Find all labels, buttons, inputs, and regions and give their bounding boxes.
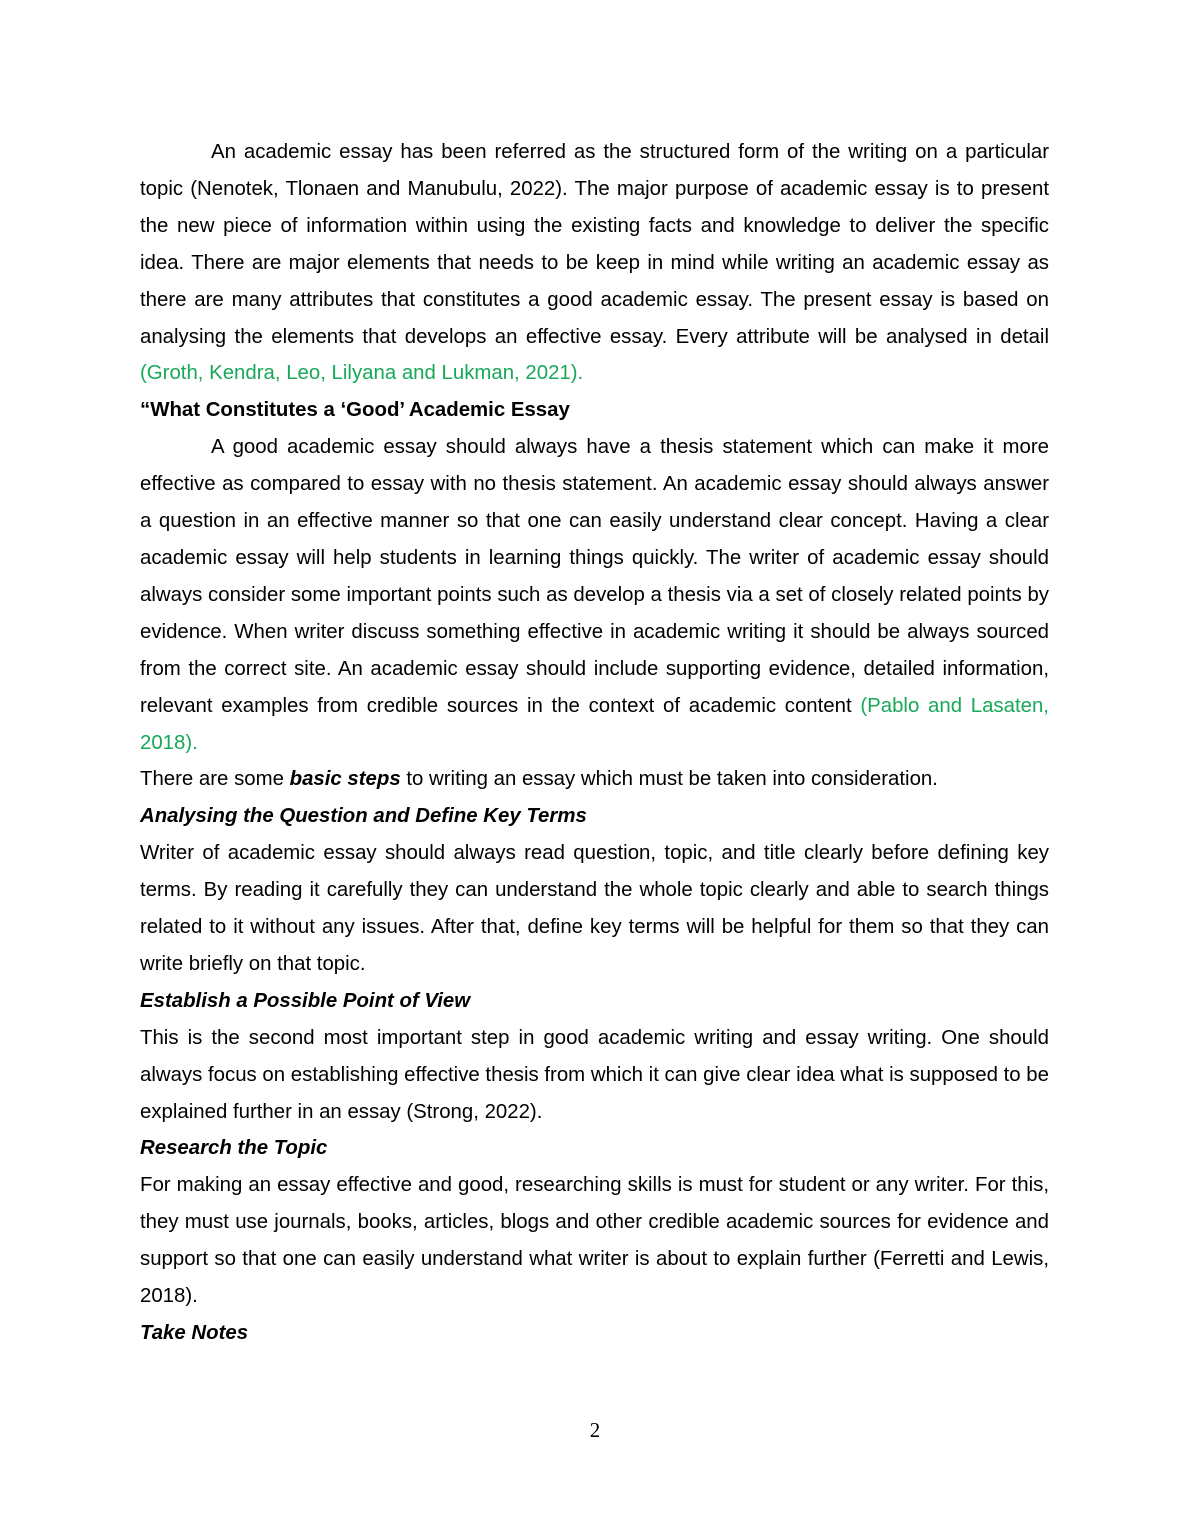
document-body bbox=[140, 134, 1049, 1352]
section-heading-take-notes: Take Notes bbox=[140, 1322, 249, 1344]
section-heading-research: Research the Topic bbox=[140, 1137, 328, 1160]
section-heading-good-essay: “What Constitutes a ‘Good’ Academic Essay bbox=[140, 399, 570, 422]
intro-text: An academic essay has been referred as the structured form of the writing on a particular topic (Nenotek, Tlonaen and Manubulu, 2022). The major purpose of academic essay is to present the new piece of information within using the existing facts and knowledge to deliver the specific idea. There are major elements that needs to be keep in mind while writing an academic essay as there are many attributes that constitutes a good academic essay. The present essay is based on analysing the elements that develops an effective essay. Every attribute will be analysed in detail bbox=[140, 141, 1049, 348]
basic-steps-emphasis: basic steps bbox=[289, 768, 401, 791]
page-number: 2 bbox=[589, 1418, 601, 1442]
analysing-paragraph: Writer of academic essay should always read question, topic, and title clearly before defining key terms. By reading it carefully they can understand the whole topic clearly and able to search things related to it without any issues. After that, define key terms will be helpful for them so that they can write briefly on that topic. bbox=[140, 842, 1049, 975]
intro-citation: (Groth, Kendra, Leo, Lilyana and Lukman, 2021). bbox=[140, 362, 584, 385]
research-paragraph: For making an essay effective and good, researching skills is must for student or any writer. For this, they must use journals, books, articles, blogs and other credible academic sources for evidence and support so that one can easily understand what writer is about to explain further (Ferretti and Lewis, 2018). bbox=[140, 1174, 1049, 1308]
section-heading-analysing: Analysing the Question and Define Key Terms bbox=[140, 805, 587, 828]
section-heading-point-of-view: Establish a Possible Point of View bbox=[140, 989, 471, 1012]
good-essay-text: A good academic essay should always have a thesis statement which can make it more effective as compared to essay with no thesis statement. An academic essay should always answer a question in an effective manner so that one can easily understand clear concept. Having a clear academic essay will help students in learning things quickly. The writer of academic essay should always consider some important points such as develop a thesis via a set of closely related points by evidence. When writer discuss something effective in academic writing it should be always sourced from the correct site. An academic essay should include supporting evidence, detailed information, relevant examples from credible sources in the context of academic content bbox=[140, 436, 1049, 717]
good-essay-paragraph bbox=[140, 429, 1049, 761]
basic-steps-before: There are some bbox=[140, 768, 290, 791]
point-of-view-paragraph: This is the second most important step in good academic writing and essay writing. One should always focus on establishing effective thesis from which it can give clear idea what is supposed to be explained further in an essay (Strong, 2022). bbox=[140, 1026, 1049, 1123]
intro-paragraph bbox=[140, 134, 1049, 392]
basic-steps-paragraph bbox=[140, 761, 1049, 798]
good-essay-citation: (Pablo and Lasaten, 2018). bbox=[140, 694, 1049, 754]
basic-steps-after: to writing an essay which must be taken into consideration. bbox=[400, 768, 938, 791]
